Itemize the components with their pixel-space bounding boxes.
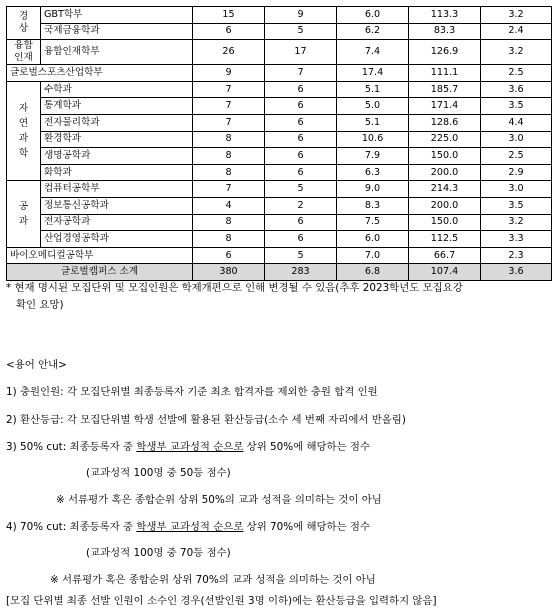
footnote-line2: 확인 요망) xyxy=(16,299,64,311)
cell-value: 7 xyxy=(193,81,265,98)
cell-value: 2.5 xyxy=(481,65,552,82)
cell-value: 5.1 xyxy=(337,114,409,131)
term-2: 2) 환산등급: 각 모집단위별 학생 선발에 활용된 환산등급(소수 세 번째 자리에서 반올림) xyxy=(6,414,406,426)
cell-value: 150.0 xyxy=(409,214,481,231)
cell-value: 3.2 xyxy=(481,7,552,24)
cell-value: 6 xyxy=(265,98,337,115)
cell-value: 5.1 xyxy=(337,81,409,98)
term-3-example: (교과성적 100명 중 50등 점수) xyxy=(86,467,231,479)
cell-value: 4.4 xyxy=(481,114,552,131)
cell-value: 6 xyxy=(265,148,337,165)
cell-value: 6 xyxy=(265,81,337,98)
footnote xyxy=(6,280,554,314)
group-label: 융합 인재 xyxy=(7,40,41,65)
total-value: 6.8 xyxy=(337,264,409,281)
table-row xyxy=(7,247,552,264)
dept-name: 산업경영공학과 xyxy=(41,231,193,248)
term-4-example: (교과성적 100명 중 70등 점수) xyxy=(86,547,231,559)
cell-value: 200.0 xyxy=(409,197,481,214)
total-value: 380 xyxy=(193,264,265,281)
cell-value: 2.5 xyxy=(481,148,552,165)
cell-value: 6 xyxy=(265,131,337,148)
table-row xyxy=(7,197,552,214)
table-row xyxy=(7,131,552,148)
cell-value: 3.6 xyxy=(481,81,552,98)
term-4-note: ※ 서류평가 혹은 종합순위 상위 70%의 교과 성적을 의미하는 것이 아님 xyxy=(50,574,376,586)
cell-value: 7.4 xyxy=(337,40,409,65)
cell-value: 8.3 xyxy=(337,197,409,214)
cell-value: 7.0 xyxy=(337,247,409,264)
glossary-heading: <용어 안내> xyxy=(6,359,67,371)
cell-value: 26 xyxy=(193,40,265,65)
table-row xyxy=(7,81,552,98)
cell-value: 6.3 xyxy=(337,164,409,181)
cell-value: 4 xyxy=(193,197,265,214)
cell-value: 3.5 xyxy=(481,197,552,214)
total-value: 3.6 xyxy=(481,264,552,281)
cell-value: 3.2 xyxy=(481,214,552,231)
cell-value: 9.0 xyxy=(337,181,409,198)
cell-value: 15 xyxy=(193,7,265,24)
dept-name: 생명공학과 xyxy=(41,148,193,165)
cell-value: 8 xyxy=(193,214,265,231)
term-3: 3) 50% cut: 최종등록자 중 학생부 교과성적 순으로 상위 50%에 해당하는 점수 xyxy=(6,441,371,453)
table-row xyxy=(7,65,552,82)
cell-value: 126.9 xyxy=(409,40,481,65)
cell-value: 8 xyxy=(193,148,265,165)
cell-value: 7.9 xyxy=(337,148,409,165)
cell-value: 6 xyxy=(265,231,337,248)
cell-value: 10.6 xyxy=(337,131,409,148)
cell-value: 111.1 xyxy=(409,65,481,82)
cell-value: 3.2 xyxy=(481,40,552,65)
cell-value: 66.7 xyxy=(409,247,481,264)
cell-value: 3.5 xyxy=(481,98,552,115)
cell-value: 6 xyxy=(193,23,265,40)
term-3-note: ※ 서류평가 혹은 종합순위 상위 50%의 교과 성적을 의미하는 것이 아님 xyxy=(56,494,382,506)
total-value: 107.4 xyxy=(409,264,481,281)
dept-name: 환경학과 xyxy=(41,131,193,148)
total-label: 글로벌캠퍼스 소계 xyxy=(7,264,193,281)
term-4: 4) 70% cut: 최종등록자 중 학생부 교과성적 순으로 상위 70%에 해당하는 점수 xyxy=(6,521,371,533)
cell-value: 17 xyxy=(265,40,337,65)
cell-value: 6 xyxy=(265,164,337,181)
table-row xyxy=(7,181,552,198)
cell-value: 150.0 xyxy=(409,148,481,165)
dept-name: 정보통신공학과 xyxy=(41,197,193,214)
cell-value: 6.0 xyxy=(337,7,409,24)
table-row xyxy=(7,7,552,24)
notice-box: [모집 단위별 최종 선발 인원이 소수인 경우(선발인원 3명 이하)에는 환산등급을 입력하지 않음] xyxy=(6,595,437,607)
table-row xyxy=(7,148,552,165)
cell-value: 7 xyxy=(193,98,265,115)
cell-value: 6 xyxy=(265,114,337,131)
cell-value: 171.4 xyxy=(409,98,481,115)
dept-name: 글로벌스포츠산업학부 xyxy=(7,65,193,82)
cell-value: 5.0 xyxy=(337,98,409,115)
cell-value: 83.3 xyxy=(409,23,481,40)
table-row xyxy=(7,23,552,40)
cell-value: 7 xyxy=(193,114,265,131)
dept-name: 컴퓨터공학부 xyxy=(41,181,193,198)
admission-table xyxy=(6,6,552,281)
cell-value: 3.0 xyxy=(481,181,552,198)
dept-name: GBT학부 xyxy=(41,7,193,24)
cell-value: 2 xyxy=(265,197,337,214)
dept-name: 통계학과 xyxy=(41,98,193,115)
cell-value: 214.3 xyxy=(409,181,481,198)
cell-value: 112.5 xyxy=(409,231,481,248)
group-label: 공 과 xyxy=(7,181,41,247)
table-row xyxy=(7,231,552,248)
term-1: 1) 충원인원: 각 모집단위별 최종등록자 기준 최초 합격자를 제외한 충원 합격 인원 xyxy=(6,386,378,398)
cell-value: 3.0 xyxy=(481,131,552,148)
dept-name: 화학과 xyxy=(41,164,193,181)
cell-value: 6 xyxy=(193,247,265,264)
cell-value: 7 xyxy=(193,181,265,198)
total-value: 283 xyxy=(265,264,337,281)
cell-value: 2.4 xyxy=(481,23,552,40)
table-row xyxy=(7,214,552,231)
table-row xyxy=(7,40,552,65)
cell-value: 225.0 xyxy=(409,131,481,148)
cell-value: 185.7 xyxy=(409,81,481,98)
cell-value: 128.6 xyxy=(409,114,481,131)
total-row xyxy=(7,264,552,281)
footnote-line1: * 현재 명시된 모집단위 및 모집인원은 학제개편으로 인해 변경될 수 있음(추후 2023학년도 모집요강 xyxy=(6,282,463,294)
cell-value: 6.2 xyxy=(337,23,409,40)
cell-value: 9 xyxy=(265,7,337,24)
cell-value: 17.4 xyxy=(337,65,409,82)
cell-value: 6 xyxy=(265,214,337,231)
cell-value: 200.0 xyxy=(409,164,481,181)
cell-value: 8 xyxy=(193,231,265,248)
cell-value: 8 xyxy=(193,131,265,148)
cell-value: 2.9 xyxy=(481,164,552,181)
group-label: 자 연 과 학 xyxy=(7,81,41,181)
cell-value: 113.3 xyxy=(409,7,481,24)
cell-value: 7.5 xyxy=(337,214,409,231)
cell-value: 2.3 xyxy=(481,247,552,264)
dept-name: 국제금융학과 xyxy=(41,23,193,40)
table-row xyxy=(7,114,552,131)
cell-value: 5 xyxy=(265,247,337,264)
cell-value: 5 xyxy=(265,23,337,40)
dept-name: 융합인재학부 xyxy=(41,40,193,65)
dept-name: 수학과 xyxy=(41,81,193,98)
dept-name: 바이오메디컬공학부 xyxy=(7,247,193,264)
cell-value: 3.3 xyxy=(481,231,552,248)
cell-value: 8 xyxy=(193,164,265,181)
cell-value: 5 xyxy=(265,181,337,198)
cell-value: 6.0 xyxy=(337,231,409,248)
cell-value: 9 xyxy=(193,65,265,82)
group-label: 경 상 xyxy=(7,7,41,40)
table-row xyxy=(7,98,552,115)
dept-name: 전자물리학과 xyxy=(41,114,193,131)
table-row xyxy=(7,164,552,181)
cell-value: 7 xyxy=(265,65,337,82)
dept-name: 전자공학과 xyxy=(41,214,193,231)
